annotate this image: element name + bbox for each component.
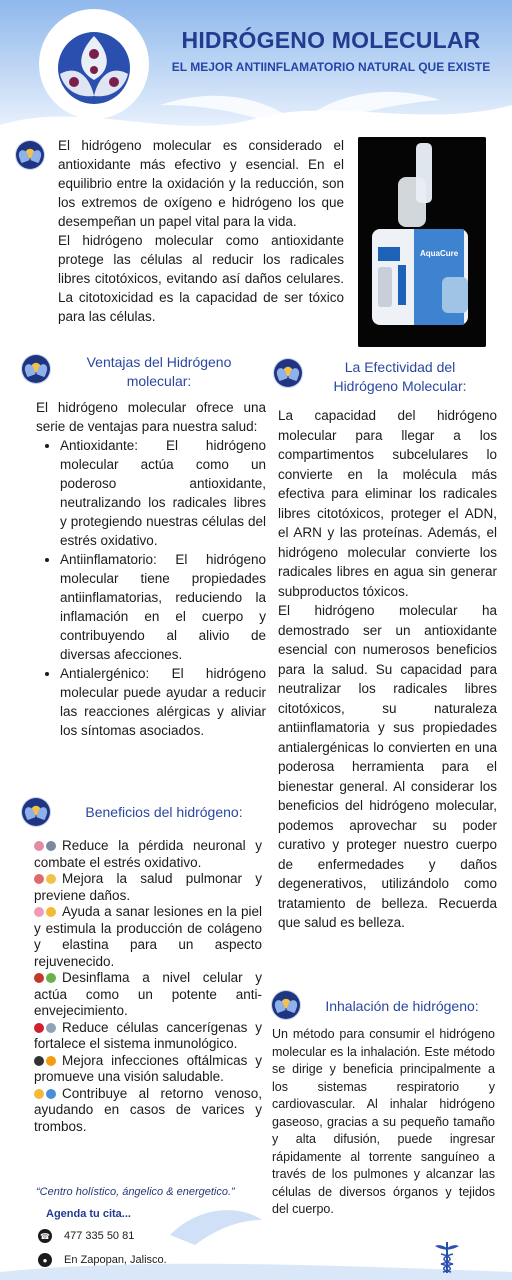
intro-paragraph-1: El hidrógeno molecular es considerado el antioxidante más efectivo y esencial. En el equilibrio entre la oxidación y la reducción, son los extremos de oxígeno e hidrógeno los que desempeñan un papel vital para la vida. (58, 138, 344, 229)
efectividad-title: La Efectividad del Hidrógeno Molecular: (333, 359, 467, 394)
location-text: En Zapopan, Jalisco. (64, 1254, 167, 1266)
benefit-emoji-icon (34, 871, 58, 888)
efectividad-paragraph-1: La capacidad del hidrógeno molecular para llegar a los compartimentos subcelulares lo convierte en la molécula más efectiva para eliminar los radicales libres citotóxicos, proteger el ADN, el ARN y las proteínas. Además, el hidrógeno molecular convierte los radicales libres en agua sin generar subproductos tóxicos. (278, 408, 497, 599)
phone-icon: ☎ (38, 1229, 52, 1243)
angel-icon (22, 355, 50, 383)
benefit-item (34, 871, 262, 904)
ventajas-item: • Antioxidante: El hidrógeno molecular actúa como un poderoso antioxidante, neutralizando los radicales libres y protegiendo nuestras células del estrés oxidativo. (60, 436, 266, 550)
phone-number[interactable]: 477 335 50 81 (64, 1230, 135, 1242)
ventajas-item: • Antialergénico: El hidrógeno molecular puede ayudar a reducir las reacciones alérgicas y aliviar los síntomas asociados. (60, 664, 266, 740)
benefit-item (34, 838, 262, 871)
intro-text (58, 136, 344, 326)
phone-row (38, 1229, 134, 1243)
benefit-emoji-icon (34, 1020, 58, 1037)
benefit-emoji-icon (34, 1086, 58, 1103)
location-row (38, 1253, 167, 1267)
device-brand-label: AquaCure (420, 249, 459, 258)
benefit-emoji-icon (34, 904, 58, 921)
inhalacion-text: Un método para consumir el hidrógeno molecular es la inhalación. Este método se dirige y beneficia principalmente a los sistemas respiratorio y cardiovascular. Al inhalar hidrógeno gaseoso, gracias a su pequeño tamaño y alta difusión, puede ingresar rápidamente al torrente sanguíneo a través de los pulmones y alcanzar las células de diversos órganos y tejidos del cuerpo. (272, 1027, 495, 1216)
page-subtitle: EL MEJOR ANTIINFLAMATORIO NATURAL QUE EXISTE (171, 60, 491, 74)
angel-icon (274, 359, 302, 387)
benefit-item (34, 1053, 262, 1086)
benefit-text: Contribuye al retorno venoso, ayudando en casos de varices y trombos. (34, 1085, 262, 1134)
location-pin-icon: ● (38, 1253, 52, 1267)
efectividad-paragraph-2: El hidrógeno molecular ha demostrado ser un antioxidante esencial con numerosos beneficios para la salud. Su capacidad para neutralizar los radicales libres citotóxicos, su naturaleza antiinflamatoria y sus propiedades antialergénicas lo convierten en una poderosa herramienta para el bienestar general. Al considerar los beneficios del hidrógeno molecular, podemos aprovechar su poder curativo y proteger nuestro cuerpo de enfermedades y daños degenerativos, utilizándolo como tratamiento de belleza. Recuerda que salud es belleza. (278, 603, 497, 930)
benefit-item (34, 1086, 262, 1136)
benefit-text: Reduce la pérdida neuronal y combate el estrés oxidativo. (34, 838, 262, 870)
slogan: “Centro holístico, ángelico & energetico.” (36, 1186, 235, 1198)
angel-icon (272, 991, 300, 1019)
intro-paragraph-2: El hidrógeno molecular como antioxidante protege las células al reducir los radicales libres citotóxicos, evitando así daños celulares. La citotoxicidad es la capacidad de ser tóxico para las células. (58, 233, 344, 324)
agenda-label: Agenda tu cita... (46, 1208, 131, 1220)
caduceus-icon (432, 1240, 462, 1274)
ventajas-intro: El hidrógeno molecular ofrece una serie de ventajas para nuestra salud: (36, 400, 266, 434)
beneficios-title: Beneficios del hidrógeno: (85, 804, 243, 820)
benefit-emoji-icon (34, 970, 58, 987)
benefit-item (34, 970, 262, 1020)
benefit-emoji-icon (34, 838, 58, 855)
ventajas-title: Ventajas del Hidrógeno molecular: (86, 354, 232, 389)
page-title: HIDRÓGENO MOLECULAR (181, 27, 481, 53)
ventajas-item: • Antiinflamatorio: El hidrógeno molecular tiene propiedades antiinflamatorias, reduciendo la inflamación en el cuerpo y contribuyendo al alivio de diversas afecciones. (60, 550, 266, 664)
logo (38, 8, 150, 120)
benefit-text: Ayuda a sanar lesiones en la piel y estimula la producción de colágeno y elastina para un aspecto rejuvenecido. (34, 904, 262, 969)
benefit-item (34, 904, 262, 970)
benefit-item (34, 1020, 262, 1053)
ventajas-text (36, 398, 266, 740)
benefit-text: Desinflama a nivel celular y actúa como un potente anti-envejecimiento. (34, 970, 262, 1018)
angel-icon (22, 798, 50, 826)
inhalacion-title: Inhalación de hidrógeno: (325, 998, 479, 1014)
benefit-text: Mejora infecciones oftálmicas y promueve una visión saludable. (34, 1052, 262, 1084)
beneficios-list (34, 838, 262, 1135)
efectividad-text (278, 406, 497, 933)
hydrogen-device-image (358, 137, 486, 347)
angel-icon (16, 141, 44, 169)
benefit-text: Mejora la salud pulmonar y previene daños. (34, 871, 262, 903)
ventajas-list (36, 436, 266, 740)
benefit-text: Reduce células cancerígenas y fortalece el sistema inmunológico. (34, 1019, 262, 1051)
benefit-emoji-icon (34, 1053, 58, 1070)
